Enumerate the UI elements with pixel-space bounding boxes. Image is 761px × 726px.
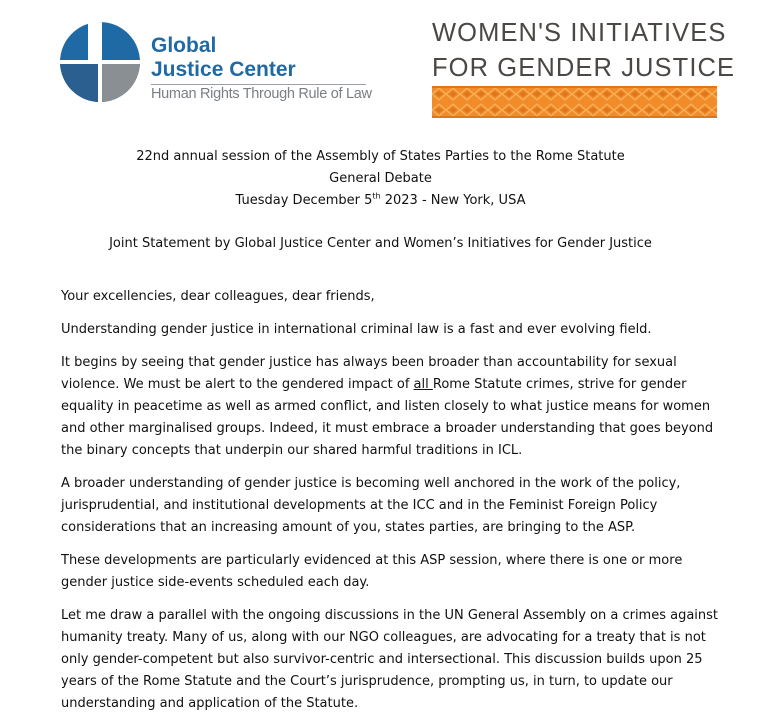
paragraph-4: A broader understanding of gender justice is becoming well anchored in the work of the policy, jurisprudential, and institutional developments at the ICC and in the Feminist Foreign Policy considerations that an increasing amount of you, states parties, are bringing to the ASP. (61, 476, 681, 535)
wigj-pattern-band-icon (432, 86, 717, 118)
paragraph-6: Let me draw a parallel with the ongoing discussions in the UN General Assembly on a crimes against humanity treaty. Many of us, along with our NGO colleagues, are advocating for a treaty that is not only gender-competent but also survivor-centric and intersectional. This discussion builds upon 25 years of the Rome Statute and the Court’s jurisprudence, prompting us, in turn, to update our understanding and application of the Statute. (61, 608, 719, 711)
wigj-logo (432, 16, 736, 106)
joint-statement-title: Joint Statement by Global Justice Center and Women’s Initiatives for Gender Justice (109, 236, 652, 251)
gjc-emblem-icon (58, 20, 142, 104)
session-date: Tuesday December 5th 2023 - New York, USA (235, 191, 526, 208)
session-subtitle: General Debate (329, 171, 432, 186)
underlined-all: all (413, 377, 433, 392)
gjc-name-line1: Global (151, 34, 217, 57)
gjc-name-line2: Justice Center (151, 58, 296, 81)
gjc-divider (151, 84, 366, 85)
session-title: 22nd annual session of the Assembly of States Parties to the Rome Statute (136, 149, 625, 164)
wigj-name-line2: FOR GENDER JUSTICE (432, 54, 736, 82)
gjc-logo (58, 20, 372, 106)
paragraph-2: Understanding gender justice in international criminal law is a fast and ever evolving field. (61, 322, 652, 337)
gjc-tagline: Human Rights Through Rule of Law (151, 86, 372, 102)
paragraph-greeting: Your excellencies, dear colleagues, dear friends, (61, 289, 375, 304)
paragraph-3: It begins by seeing that gender justice has always been broader than accountability for sexual violence. We must be alert to the gendered impact of all Rome Statute crimes, strive for gender equality in peacetime as well as armed conflict, and listen closely to what justice means for women and other marginalised groups. Indeed, it must embrace a broader understanding that goes beyond the binary concepts that underpin our shared harmful traditions in ICL. (61, 355, 714, 458)
session-header (0, 146, 761, 212)
paragraph-5: These developments are particularly evidenced at this ASP session, where there is one or more gender justice side-events scheduled each day. (61, 553, 683, 590)
statement-body (61, 286, 721, 726)
wigj-name-line1: WOMEN'S INITIATIVES (432, 19, 727, 47)
